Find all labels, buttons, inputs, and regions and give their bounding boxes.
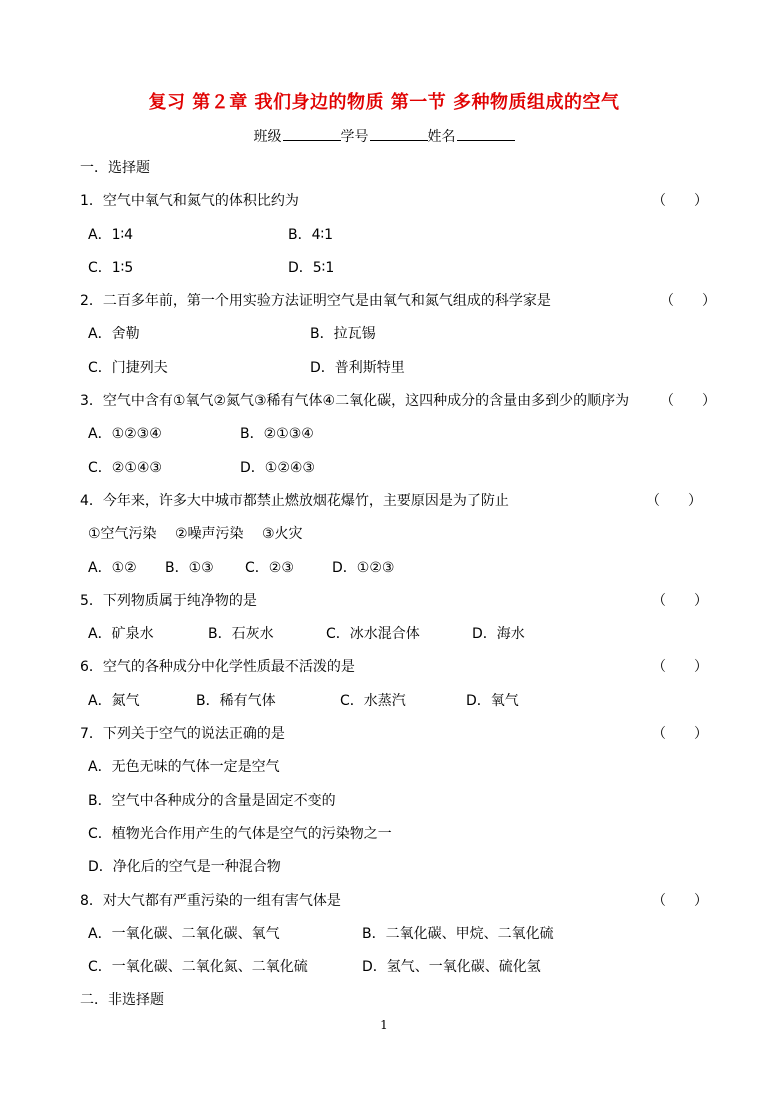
q4-option-d: D．①②③ — [332, 560, 395, 576]
q7-option-c: C．植物光合作用产生的气体是空气的污染物之一 — [88, 826, 392, 842]
q2-option-c: C．门捷列夫 — [88, 360, 168, 376]
q4-option-a: A．①② — [88, 560, 137, 576]
q1-option-c: C．1∶5 — [88, 260, 134, 276]
q1-option-d: D．5∶1 — [288, 260, 335, 276]
section-heading-choice: 一．选择题 — [80, 160, 150, 176]
q6-option-a: A．氮气 — [88, 693, 140, 709]
question-1: 1．空气中氧气和氮气的体积比约为 — [80, 193, 299, 209]
q3-option-c: C．②①④③ — [88, 460, 162, 476]
q1-option-b: B．4∶1 — [288, 227, 334, 243]
q4-option-b: B．①③ — [165, 560, 214, 576]
question-3: 3．空气中含有①氧气②氮气③稀有气体④二氧化碳，这四种成分的含量由多到少的顺序为 — [80, 393, 630, 409]
answer-paren-4: （ ） — [646, 493, 702, 509]
q8-option-d: D．氢气、一氧化碳、硫化氢 — [362, 959, 541, 975]
question-7: 7．下列关于空气的说法正确的是 — [80, 726, 285, 742]
question-2: 2．二百多年前，第一个用实验方法证明空气是由氧气和氮气组成的科学家是 — [80, 293, 551, 309]
q2-option-d: D．普利斯特里 — [310, 360, 405, 376]
q6-option-d: D．氧气 — [466, 693, 519, 709]
answer-paren-3: （ ） — [660, 393, 716, 409]
section-heading-non-choice: 二．非选择题 — [80, 992, 164, 1008]
answer-paren-7: （ ） — [652, 726, 708, 742]
q4-items: ①空气污染 ②噪声污染 ③火灾 — [88, 526, 303, 542]
answer-paren-1: （ ） — [652, 193, 708, 209]
question-8: 8．对大气都有严重污染的一组有害气体是 — [80, 893, 341, 909]
answer-paren-8: （ ） — [652, 893, 708, 909]
name-label: 姓名 — [427, 129, 456, 145]
q7-option-a: A．无色无味的气体一定是空气 — [88, 759, 280, 775]
q6-option-b: B．稀有气体 — [196, 693, 276, 709]
q2-option-a: A．舍勒 — [88, 326, 140, 342]
answer-paren-5: （ ） — [652, 593, 708, 609]
number-label: 学号 — [340, 129, 369, 145]
q3-option-d: D．①②④③ — [240, 460, 315, 476]
q5-option-b: B．石灰水 — [208, 626, 274, 642]
answer-paren-2: （ ） — [660, 293, 716, 309]
question-5: 5．下列物质属于纯净物的是 — [80, 593, 257, 609]
q7-option-b: B．空气中各种成分的含量是固定不变的 — [88, 793, 336, 809]
name-blank[interactable] — [457, 126, 515, 141]
q3-option-a: A．①②③④ — [88, 426, 162, 442]
q5-option-a: A．矿泉水 — [88, 626, 154, 642]
question-4: 4．今年来，许多大中城市都禁止燃放烟花爆竹，主要原因是为了防止 — [80, 493, 509, 509]
q2-option-b: B．拉瓦锡 — [310, 326, 376, 342]
q5-option-d: D．海水 — [472, 626, 525, 642]
answer-paren-6: （ ） — [652, 659, 708, 675]
q6-option-c: C．水蒸汽 — [340, 693, 406, 709]
q3-option-b: B．②①③④ — [240, 426, 314, 442]
q5-option-c: C．冰水混合体 — [326, 626, 420, 642]
q1-option-a: A．1∶4 — [88, 227, 134, 243]
q4-option-c: C．②③ — [245, 560, 294, 576]
class-blank[interactable] — [283, 126, 341, 141]
page-number: 1 — [380, 1018, 388, 1032]
q7-option-d: D．净化后的空气是一种混合物 — [88, 859, 281, 875]
q8-option-b: B．二氧化碳、甲烷、二氧化硫 — [362, 926, 554, 942]
student-info-line — [0, 126, 768, 146]
page-title: 复习 第２章 我们身边的物质 第一节 多种物质组成的空气 — [148, 92, 620, 113]
class-label: 班级 — [253, 129, 282, 145]
q8-option-c: C．一氧化碳、二氧化氮、二氧化硫 — [88, 959, 308, 975]
q8-option-a: A．一氧化碳、二氧化碳、氧气 — [88, 926, 280, 942]
number-blank[interactable] — [370, 126, 428, 141]
question-6: 6．空气的各种成分中化学性质最不活泼的是 — [80, 659, 355, 675]
